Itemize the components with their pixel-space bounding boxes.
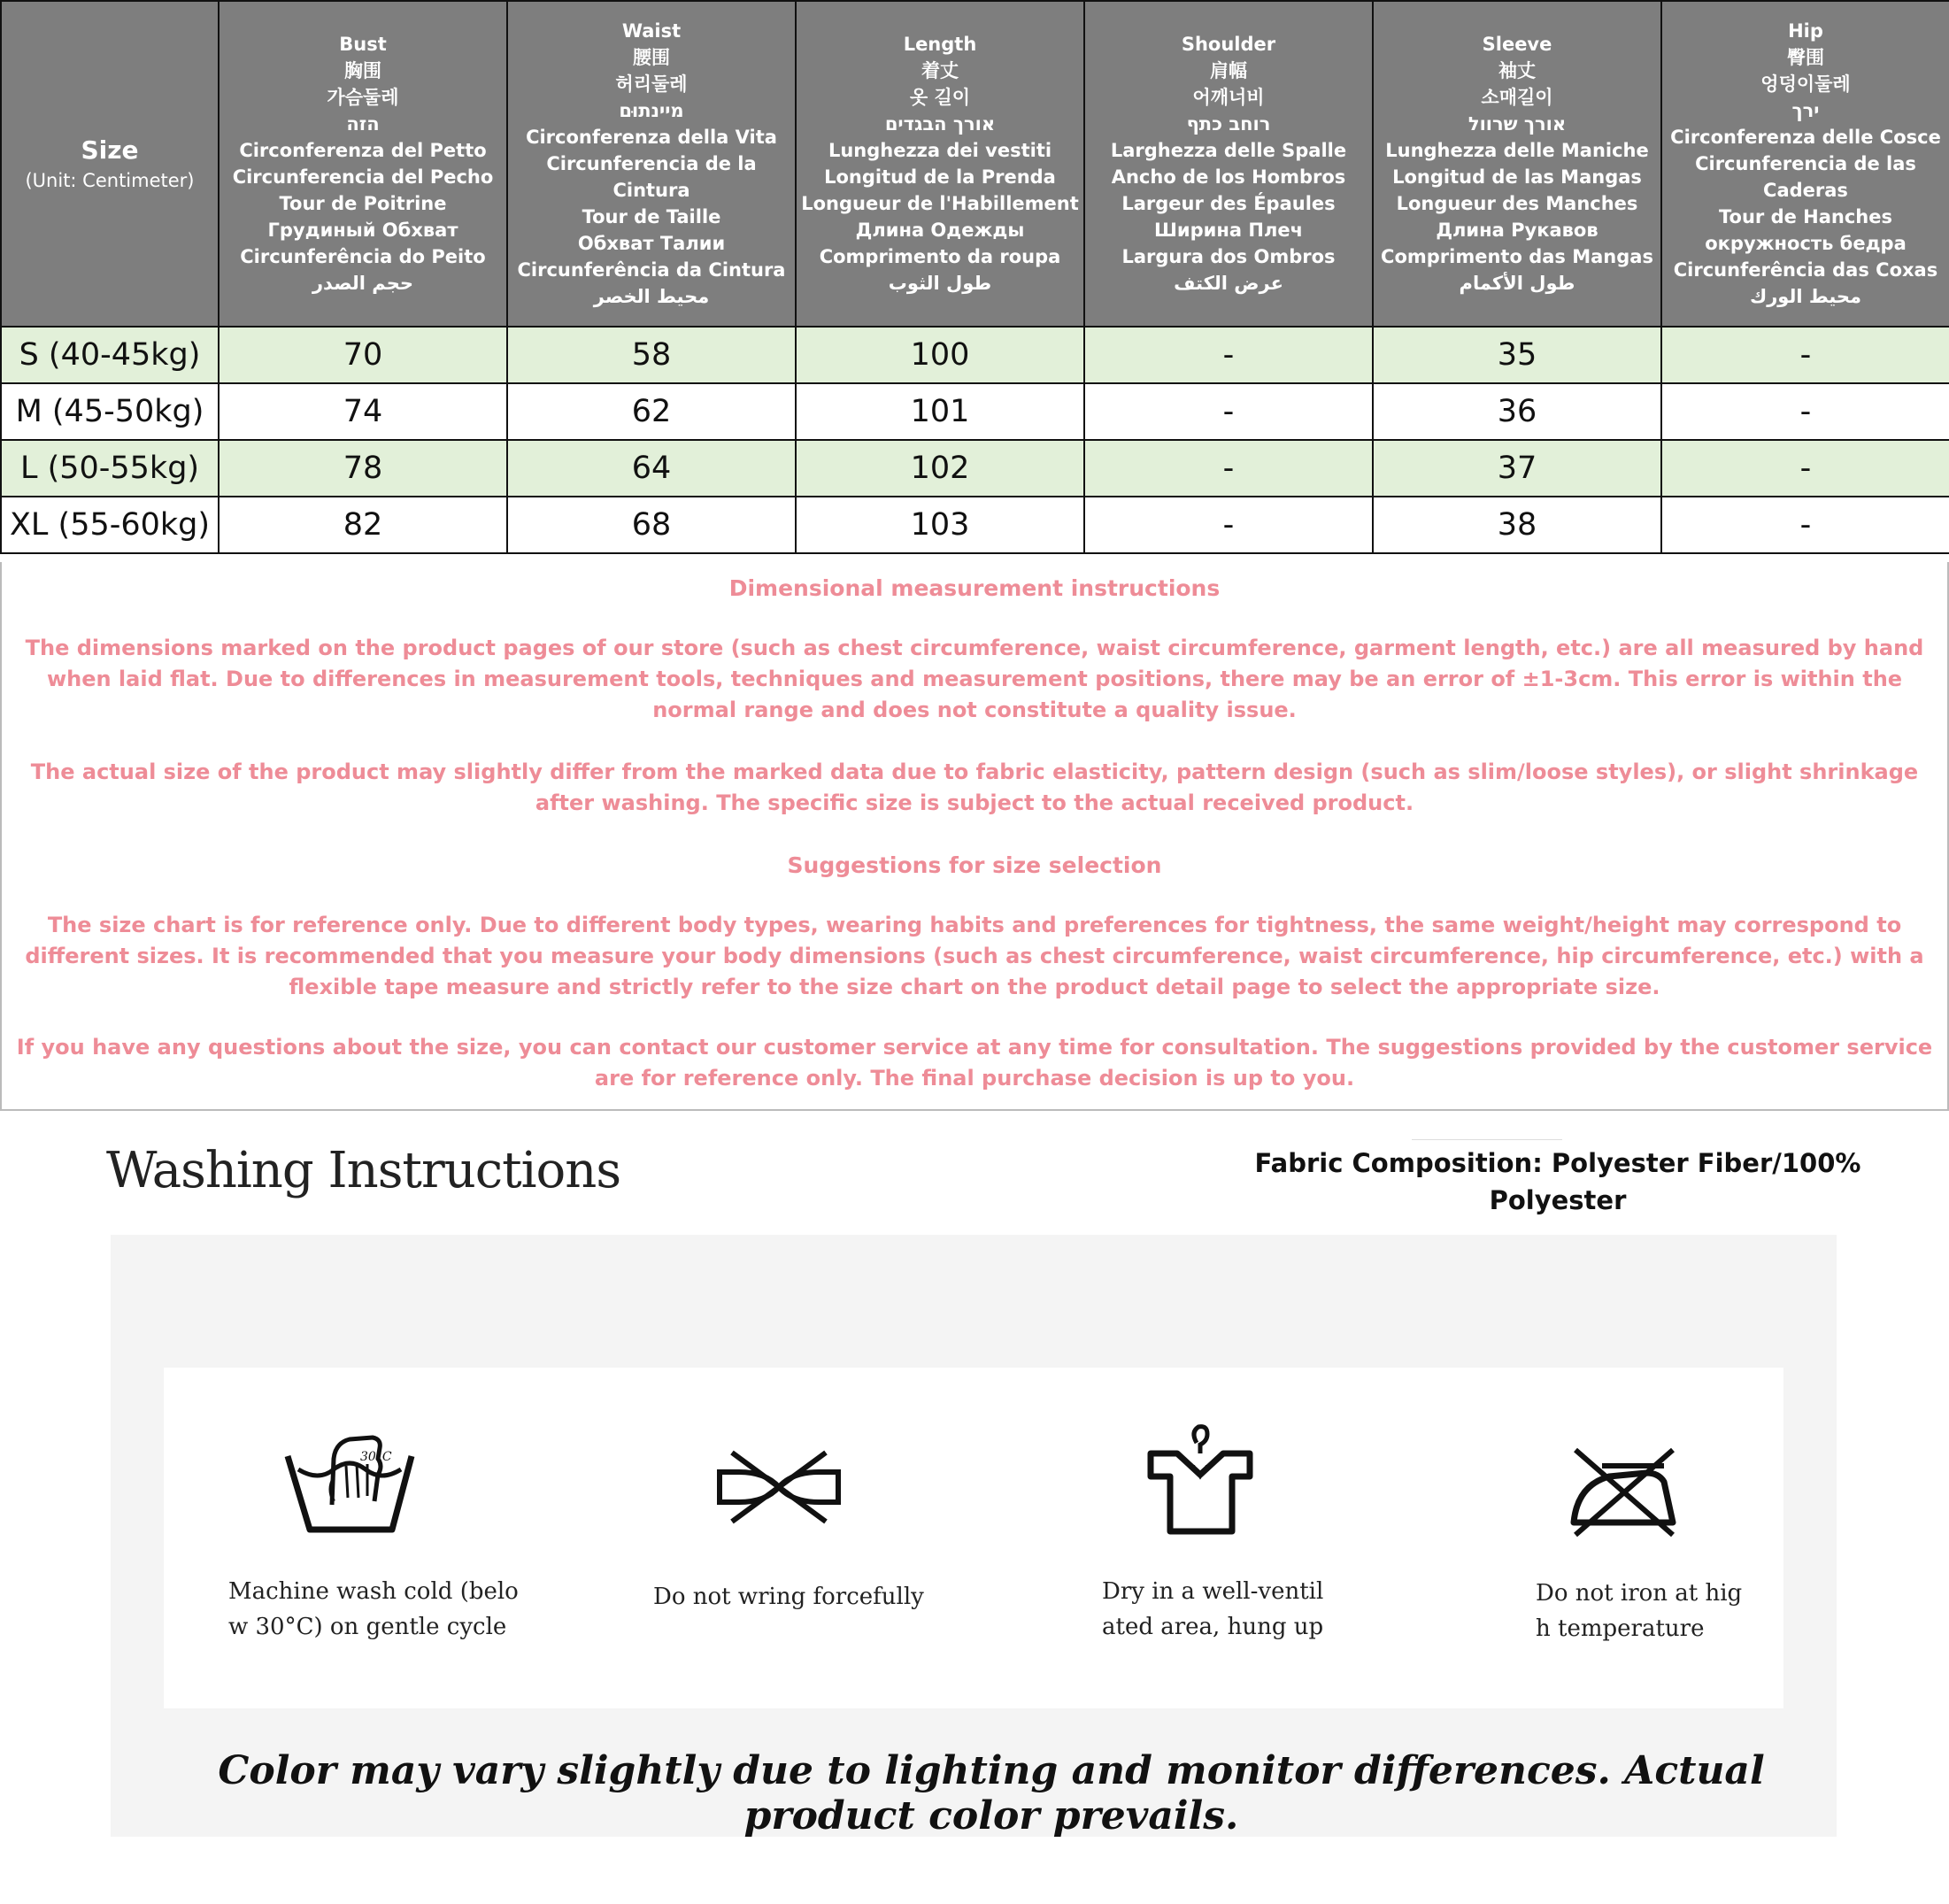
measurement-cell: 103 [796, 497, 1084, 553]
header-shoulder [1084, 1, 1373, 327]
notes-heading-size-selection: Suggestions for size selection [787, 852, 1162, 878]
header-line: Longueur des Manches [1396, 193, 1638, 214]
header-line: Tour de Taille [582, 206, 721, 227]
measurement-cell: - [1661, 327, 1949, 383]
size-cell: L (50-55kg) [1, 440, 219, 497]
header-line: Длина Одежды [855, 220, 1025, 241]
size-cell: S (40-45kg) [1, 327, 219, 383]
header-line: Tour de Hanches [1718, 206, 1892, 227]
measurement-cell: 35 [1373, 327, 1661, 383]
washing-instructions-title: Washing Instructions [106, 1142, 621, 1199]
notes-paragraph: The dimensions marked on the product pages of our store (such as chest circumference, waist circumference, garment length, etc.) are all measured by hand when laid flat. Due to differences in measurement tools, techniques and measurement positions, there may be an error of ±1-3cm. This error is within the normal range and does not constitute a quality issue. [25, 636, 1924, 722]
header-line: 가슴둘레 [327, 87, 399, 108]
header-line: 胸围 [344, 60, 381, 81]
header-line: طول الأكمام [1459, 273, 1575, 294]
header-line: 엉덩이둘레 [1760, 73, 1851, 95]
measurement-cell: 82 [219, 497, 507, 553]
care-item-machine-wash [279, 1416, 562, 1540]
header-line: 袖丈 [1498, 60, 1536, 81]
measurement-cell: 74 [219, 383, 507, 440]
measurement-cell: - [1661, 497, 1949, 553]
header-line: Circunferencia de la Cintura [546, 153, 757, 201]
header-line: 臀围 [1787, 47, 1824, 68]
header-line: Tour de Poitrine [279, 193, 447, 214]
header-line: Circonferenza del Petto [239, 140, 487, 161]
care-label-do-not-wring: Do not wring forcefully [653, 1584, 924, 1610]
measurement-cell: - [1084, 327, 1373, 383]
header-line: Bust [339, 34, 387, 55]
divider [1412, 1139, 1562, 1140]
care-label-machine-wash: Machine wash cold (belo w 30°C) on gentle cycle [228, 1578, 519, 1640]
fabric-composition: Fabric Composition: Polyester Fiber/100% Polyester [1254, 1148, 1861, 1215]
care-label-hang-dry: Dry in a well-ventil ated area, hung up [1102, 1578, 1324, 1640]
header-line: Lunghezza dei vestiti [828, 140, 1052, 161]
color-disclaimer: Color may vary slightly due to lighting and monitor differences. Actual product color prevails. [218, 1748, 1765, 1838]
notes-paragraph: The size chart is for reference only. Due to different body types, wearing habits and preferences for tightness, the same weight/height may correspond to different sizes. It is recommended that you measure your body dimensions (such as chest circumference, waist circumference, hip circumference, etc.) with a flexible tape measure and strictly refer to the size chart on the product detail page to select the appropriate size. [25, 913, 1924, 999]
header-line: מיינתוּם [619, 100, 684, 121]
header-line: Circunferencia de las [1695, 153, 1916, 174]
header-line: محيط الورك [1749, 286, 1862, 307]
do-not-wring-icon [713, 1447, 845, 1527]
care-item-do-not-wring [713, 1447, 996, 1527]
table-row [1, 327, 1949, 383]
measurement-cell: 70 [219, 327, 507, 383]
header-line: Circunferência do Peito [240, 246, 486, 267]
measurement-cell: - [1084, 497, 1373, 553]
header-line: Largura dos Ombros [1121, 246, 1336, 267]
header-line: حجم الصدر [312, 273, 414, 294]
header-size-label: Size [81, 135, 139, 165]
measurement-cell: 38 [1373, 497, 1661, 553]
notes-paragraph: The actual size of the product may slightly differ from the marked data due to fabric elasticity, pattern design (such as slim/loose styles), or slight shrinkage after washing. The specific size is subject to the actual received product. [30, 759, 1919, 815]
header-line: 허리둘레 [615, 73, 688, 95]
size-chart-table [0, 0, 1949, 554]
measurement-cell: 36 [1373, 383, 1661, 440]
size-cell: M (45-50kg) [1, 383, 219, 440]
table-row [1, 497, 1949, 553]
measurement-cell: - [1084, 440, 1373, 497]
measurement-cell: - [1661, 440, 1949, 497]
care-item-do-not-iron [1567, 1443, 1850, 1540]
header-line: Circunferência das Coxas [1673, 259, 1938, 281]
header-line: אורך הבגדים [884, 113, 996, 135]
notes-heading-measurement: Dimensional measurement instructions [728, 575, 1221, 601]
table-header-row [1, 1, 1949, 327]
measurement-cell: 37 [1373, 440, 1661, 497]
measurement-cell: 101 [796, 383, 1084, 440]
measurement-notes [0, 562, 1949, 1111]
table-row [1, 383, 1949, 440]
header-line: Ширина Плеч [1153, 220, 1303, 241]
care-item-hang-dry [1142, 1423, 1425, 1538]
machine-wash-30-icon [279, 1416, 420, 1540]
header-line: Length [903, 34, 977, 55]
measurement-cell: 62 [507, 383, 796, 440]
header-line: Circunferencia del Pecho [232, 166, 494, 188]
do-not-iron-icon [1567, 1443, 1682, 1540]
header-line: Comprimento das Mangas [1381, 246, 1653, 267]
header-line: Обхват Талии [577, 233, 726, 254]
header-line: Circonferenza della Vita [526, 127, 777, 148]
header-line: הזה [346, 113, 380, 135]
header-size [1, 1, 219, 327]
wash-temperature-mark: 30°C [360, 1450, 392, 1464]
header-line: Длина Рукавов [1436, 220, 1598, 241]
header-line: רוחב כתף [1186, 113, 1271, 135]
header-line: Грудиный Обхват [267, 220, 458, 241]
measurement-cell: 64 [507, 440, 796, 497]
header-line: 소매길이 [1481, 87, 1553, 108]
header-line: Shoulder [1181, 34, 1276, 55]
header-line: 어깨너비 [1192, 87, 1265, 108]
measurement-cell: 58 [507, 327, 796, 383]
header-line: Longitud de la Prenda [824, 166, 1056, 188]
measurement-cell: 68 [507, 497, 796, 553]
measurement-cell: - [1084, 383, 1373, 440]
header-line: 肩幅 [1210, 60, 1247, 81]
header-line: Waist [621, 20, 682, 42]
header-line: Longueur de l'Habillement [801, 193, 1079, 214]
notes-paragraph: If you have any questions about the size, you can contact our customer service at any time for consultation. The suggestions provided by the customer service are for reference only. The final purchase decision is up to you. [16, 1035, 1933, 1091]
header-bust [219, 1, 507, 327]
header-line: окружность бедра [1705, 233, 1907, 254]
table-row [1, 440, 1949, 497]
header-line: ירך [1791, 100, 1820, 121]
header-line: محيط الخصر [593, 286, 710, 307]
header-line: Sleeve [1482, 34, 1552, 55]
header-hip [1661, 1, 1949, 327]
header-line: Caderas [1763, 180, 1848, 201]
header-line: Ancho de los Hombros [1111, 166, 1346, 188]
header-line: Largeur des Épaules [1121, 193, 1336, 214]
header-line: طول الثوب [888, 273, 992, 294]
header-line: אורך שרוול [1468, 113, 1567, 135]
size-cell: XL (55-60kg) [1, 497, 219, 553]
header-line: Circunferência da Cintura [517, 259, 786, 281]
measurement-cell: 78 [219, 440, 507, 497]
header-line: 腰围 [633, 47, 670, 68]
header-sleeve [1373, 1, 1661, 327]
header-line: Hip [1788, 20, 1823, 42]
header-line: Longitud de las Mangas [1392, 166, 1642, 188]
care-label-do-not-iron: Do not iron at hig h temperature [1536, 1580, 1743, 1642]
hang-dry-icon [1142, 1423, 1257, 1538]
header-unit-label: (Unit: Centimeter) [25, 170, 195, 191]
header-waist [507, 1, 796, 327]
header-line: 옷 길이 [909, 87, 971, 108]
header-line: Larghezza delle Spalle [1110, 140, 1347, 161]
measurement-cell: 102 [796, 440, 1084, 497]
header-line: Circonferenza delle Cosce [1670, 127, 1941, 148]
header-length [796, 1, 1084, 327]
header-line: عرض الكتف [1174, 273, 1283, 294]
measurement-cell: - [1661, 383, 1949, 440]
header-line: Comprimento da roupa [819, 246, 1061, 267]
header-line: 着丈 [921, 60, 959, 81]
header-line: Lunghezza delle Maniche [1385, 140, 1649, 161]
size-table-body [1, 327, 1949, 553]
measurement-cell: 100 [796, 327, 1084, 383]
